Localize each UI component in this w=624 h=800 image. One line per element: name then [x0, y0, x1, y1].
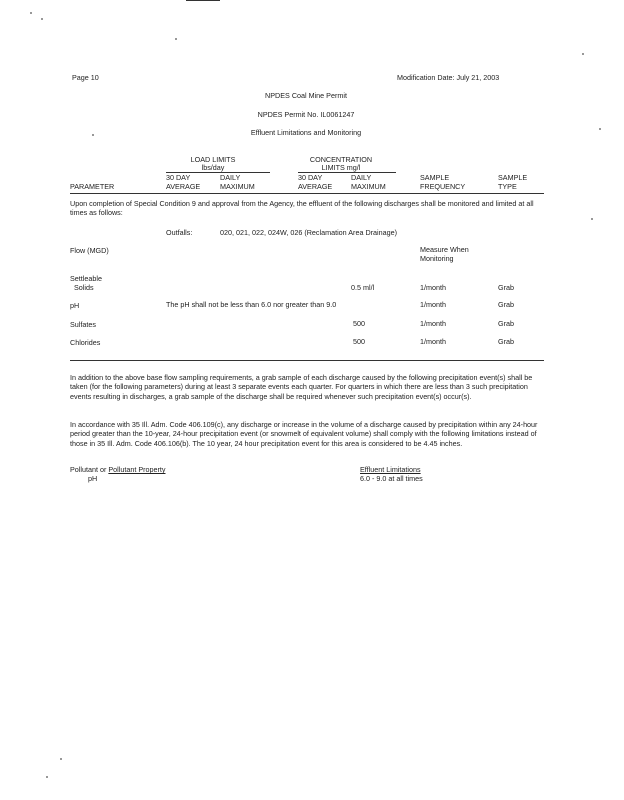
row-ph-parameter: pH [70, 301, 80, 310]
pollutant-property-link: Pollutant Property [108, 465, 166, 474]
col-sample-frequency-1: SAMPLE [420, 173, 450, 182]
scan-speck [60, 758, 62, 760]
scan-speck [582, 53, 584, 55]
col-sample-frequency-2: FREQUENCY [420, 182, 466, 191]
load-units: lbs/day [201, 163, 225, 172]
col-parameter: PARAMETER [70, 182, 115, 191]
row-flow-frequency-1: Measure When [420, 245, 469, 254]
row-chlorides-type: Grab [498, 337, 514, 346]
section-title: Effluent Limitations and Monitoring [250, 128, 362, 137]
pollutant-ph-limit: 6.0 - 9.0 at all times [360, 474, 423, 483]
col-daily-load: DAILY [220, 173, 241, 182]
load-limits-header: LOAD LIMITS [190, 155, 236, 164]
scan-speck [591, 218, 593, 220]
row-ph-frequency: 1/month [420, 300, 446, 309]
row-chlorides-daily-max: 500 [353, 337, 365, 346]
scan-speck [46, 776, 48, 778]
row-ph-type: Grab [498, 300, 514, 309]
row-sulfates-type: Grab [498, 319, 514, 328]
scan-speck [175, 38, 177, 40]
col-maximum-conc: MAXIMUM [351, 182, 386, 191]
concentration-units: LIMITS mg/l [321, 163, 361, 172]
scan-speck [41, 18, 43, 20]
row-flow-parameter: Flow (MGD) [70, 246, 109, 255]
row-chlorides-parameter: Chlorides [70, 338, 101, 347]
row-solids-daily-max: 0.5 ml/l [351, 283, 375, 292]
row-solids-parameter-2: Solids [74, 283, 94, 292]
col-30day-conc: 30 DAY [298, 173, 323, 182]
row-chlorides-frequency: 1/month [420, 337, 446, 346]
regulation-paragraph: In accordance with 35 Ill. Adm. Code 406.109(c), any discharge or increase in the volume of a discharge caused by precipitation within any 24-hour period greater than the 10-year, 24-hour precipitation event (or snowmelt of equivalent volume) shall comply with the following limitations instead of those in 35 Ill. Adm. Code 406.106(b). The 10 year, 24 hour precipitation event for this area is considered to be 4.45 inches. [70, 420, 538, 448]
col-sample-type-2: TYPE [498, 182, 517, 191]
col-average-conc: AVERAGE [298, 182, 333, 191]
top-mark [186, 0, 220, 1]
outfalls-value: 020, 021, 022, 024W, 026 (Reclamation Area Drainage) [220, 228, 398, 237]
scan-speck [92, 134, 94, 136]
row-sulfates-frequency: 1/month [420, 319, 446, 328]
concentration-header: CONCENTRATION [309, 155, 373, 164]
row-solids-frequency: 1/month [420, 283, 446, 292]
effluent-limitations-header: Effluent Limitations [360, 465, 421, 474]
col-daily-conc: DAILY [351, 173, 372, 182]
scan-speck [599, 128, 601, 130]
table-end-rule [70, 360, 544, 361]
row-sulfates-daily-max: 500 [353, 319, 365, 328]
permit-number: NPDES Permit No. IL0061247 [257, 110, 355, 119]
row-solids-parameter-1: Settleable [70, 274, 102, 283]
row-ph-note: The pH shall not be less than 6.0 nor greater than 9.0 [166, 300, 337, 309]
col-30day-load: 30 DAY [166, 173, 191, 182]
pollutant-header-prefix: Pollutant or [70, 465, 109, 474]
intro-paragraph: Upon completion of Special Condition 9 and approval from the Agency, the effluent of the following discharges shall be monitored and limited at all times as follows: [70, 199, 534, 218]
outfalls-label: Outfalls: [166, 228, 193, 237]
row-sulfates-parameter: Sulfates [70, 320, 96, 329]
doc-title: NPDES Coal Mine Permit [265, 91, 347, 100]
row-flow-frequency-2: Monitoring [420, 254, 454, 263]
col-maximum-load: MAXIMUM [220, 182, 255, 191]
header-rule [70, 193, 544, 194]
modification-date: Modification Date: July 21, 2003 [397, 73, 500, 82]
page-number: Page 10 [72, 73, 99, 82]
precipitation-paragraph: In addition to the above base flow sampling requirements, a grab sample of each discharge caused by the following precipitation event(s) shall be taken (for the following parameters) during at least 3 separate events each quarter. For quarters in which there are less than 3 such precipitation events resulting in discharges, a grab sample of the discharge shall be required whenever such precipitation event(s) occur(s). [70, 373, 533, 401]
row-solids-type: Grab [498, 283, 514, 292]
col-average-load: AVERAGE [166, 182, 201, 191]
scan-speck [30, 12, 32, 14]
col-sample-type-1: SAMPLE [498, 173, 528, 182]
pollutant-ph: pH [88, 474, 98, 483]
pollutant-header [70, 465, 166, 474]
